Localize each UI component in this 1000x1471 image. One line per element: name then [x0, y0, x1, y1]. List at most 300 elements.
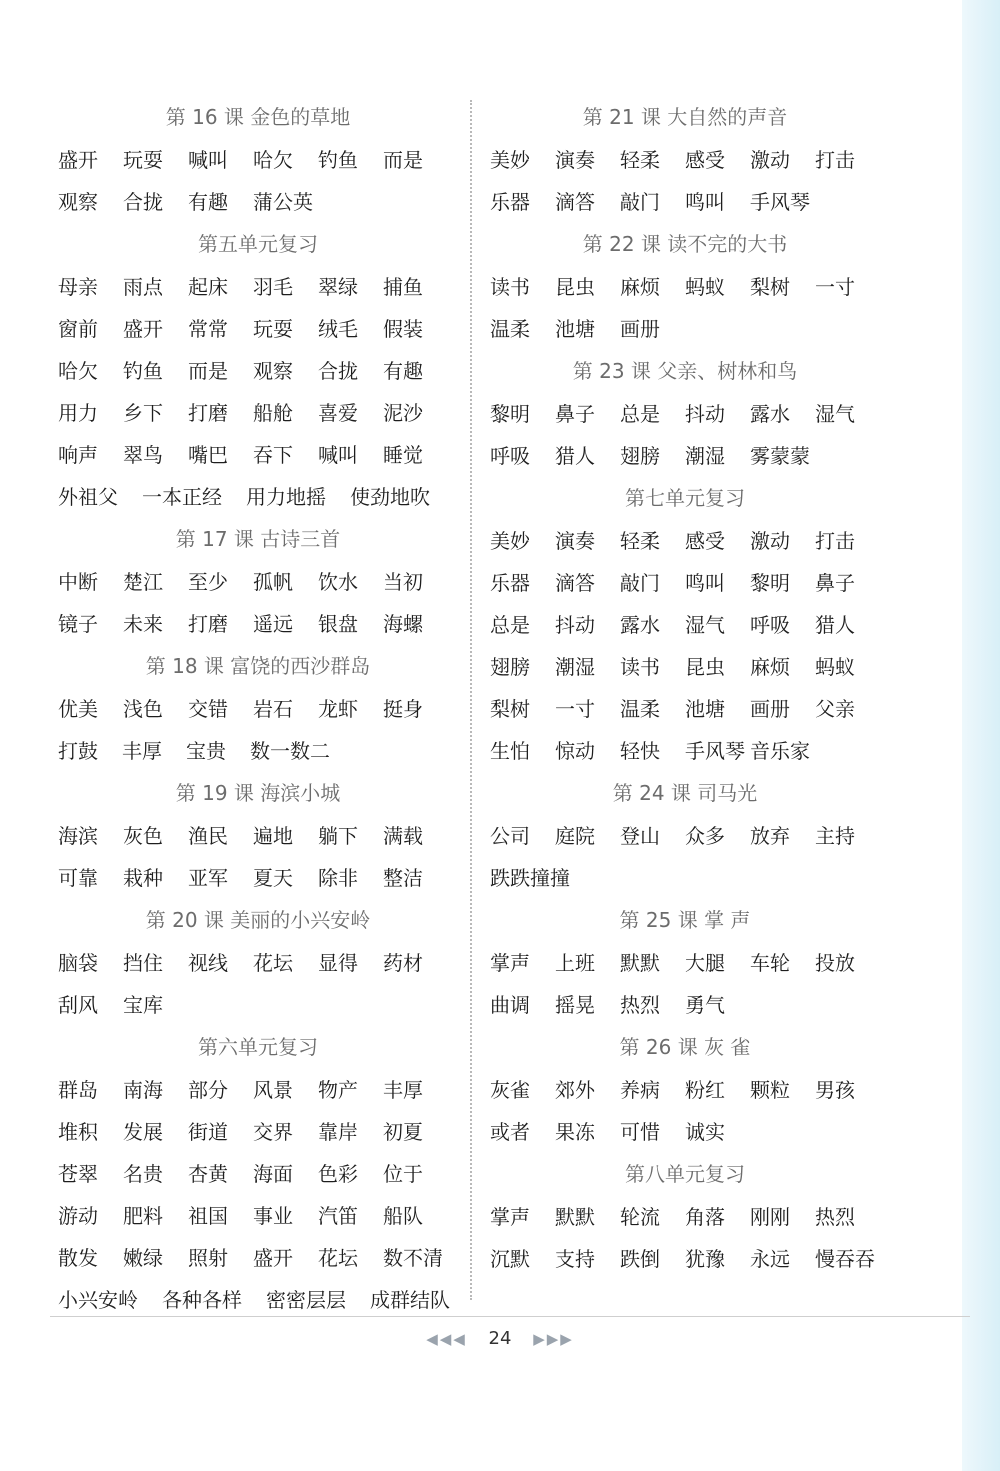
vocab-word: 优美 [58, 697, 98, 721]
vocab-word: 满载 [383, 824, 423, 848]
vocab-word: 蚂蚁 [815, 655, 855, 679]
lesson-heading: 第 24 课 司马光 [612, 781, 758, 805]
lesson-section [58, 223, 458, 518]
vocab-word: 小兴安岭 [58, 1288, 138, 1312]
lesson-section [490, 1026, 880, 1153]
vocab-word: 画册 [620, 317, 660, 341]
vocab-word: 使劲地吹 [350, 485, 430, 509]
lesson-heading: 第 26 课 灰 雀 [619, 1035, 751, 1059]
vocab-word: 盛开 [253, 1246, 293, 1270]
vocab-word: 惊动 [555, 739, 595, 763]
word-row [490, 730, 880, 772]
vocab-word: 假装 [383, 317, 423, 341]
lesson-heading: 第 25 课 掌 声 [619, 908, 751, 932]
vocab-word: 潮湿 [555, 655, 595, 679]
word-row [58, 392, 458, 434]
vocab-word: 事业 [253, 1204, 293, 1228]
vocab-word: 显得 [318, 951, 358, 975]
vocab-word: 靠岸 [318, 1120, 358, 1144]
vocab-word: 祖国 [188, 1204, 228, 1228]
vocab-word: 孤帆 [253, 570, 293, 594]
vocab-word: 杏黄 [188, 1162, 228, 1186]
vocab-word: 滴答 [555, 190, 595, 214]
vocab-word: 昆虫 [555, 275, 595, 299]
vocab-word: 睡觉 [383, 443, 423, 467]
vocab-word: 雨点 [123, 275, 163, 299]
vocab-word: 发展 [123, 1120, 163, 1144]
vocab-word: 整洁 [383, 866, 423, 890]
next-arrows-icon: ▶▶▶ [533, 1330, 574, 1348]
word-row [490, 815, 880, 857]
vocab-word: 众多 [685, 824, 725, 848]
vocab-word: 鸣叫 [685, 571, 725, 595]
vocab-word: 梨树 [750, 275, 790, 299]
vocab-word: 船队 [383, 1204, 423, 1228]
vocab-word: 鸣叫 [685, 190, 725, 214]
lesson-heading: 第 16 课 金色的草地 [165, 105, 351, 129]
vocab-word: 默默 [555, 1205, 595, 1229]
vocab-word: 乐器 [490, 571, 530, 595]
vocab-word: 总是 [620, 402, 660, 426]
page-edge-strip [962, 0, 1000, 1471]
vocab-word: 窗前 [58, 317, 98, 341]
vocab-word: 岩石 [253, 697, 293, 721]
vocab-word: 花坛 [318, 1246, 358, 1270]
vocab-word: 哈欠 [253, 148, 293, 172]
vocab-word: 打击 [815, 529, 855, 553]
vocab-word: 玩耍 [123, 148, 163, 172]
vocab-word: 丰厚 [122, 739, 162, 763]
word-row [490, 393, 880, 435]
word-row [58, 266, 458, 308]
vocab-word: 雾蒙蒙 [750, 444, 810, 468]
vocab-word: 可惜 [620, 1120, 660, 1144]
vocab-word: 敲门 [620, 571, 660, 595]
vocab-word: 慢吞吞 [815, 1247, 875, 1271]
vocab-word: 打击 [815, 148, 855, 172]
vocab-word: 池塘 [685, 697, 725, 721]
vocab-word: 钓鱼 [318, 148, 358, 172]
vocab-word: 公司 [490, 824, 530, 848]
vocab-word: 名贵 [123, 1162, 163, 1186]
vocab-word: 亚军 [188, 866, 228, 890]
vocab-word: 遥远 [253, 612, 293, 636]
vocab-word: 翠鸟 [123, 443, 163, 467]
vocab-word: 庭院 [555, 824, 595, 848]
vocab-word: 轮流 [620, 1205, 660, 1229]
vocab-word: 手风琴 [750, 190, 810, 214]
lesson-heading: 第六单元复习 [198, 1035, 318, 1059]
vocab-word: 麻烦 [750, 655, 790, 679]
vocab-word: 生怕 [490, 739, 530, 763]
vocab-word: 潮湿 [685, 444, 725, 468]
lesson-section [490, 350, 880, 477]
vocab-word: 读书 [490, 275, 530, 299]
vocab-word: 嘴巴 [188, 443, 228, 467]
vocab-word: 总是 [490, 613, 530, 637]
word-row [490, 520, 880, 562]
lesson-section [490, 772, 880, 899]
vocab-word: 哈欠 [58, 359, 98, 383]
vocab-word: 音乐家 [750, 739, 810, 763]
vocab-word: 轻柔 [620, 529, 660, 553]
vocab-word: 梨树 [490, 697, 530, 721]
word-row [490, 266, 880, 308]
word-row [58, 984, 458, 1026]
vocab-word: 可靠 [58, 866, 98, 890]
vocab-word: 登山 [620, 824, 660, 848]
word-row [58, 350, 458, 392]
vocab-word: 打鼓 [58, 739, 98, 763]
word-row [490, 857, 880, 899]
word-row [490, 1111, 880, 1153]
vocab-word: 或者 [490, 1120, 530, 1144]
word-row [58, 181, 458, 223]
vocab-word: 用力 [58, 401, 98, 425]
word-row [490, 562, 880, 604]
vocab-word: 视线 [188, 951, 228, 975]
vocab-word: 掌声 [490, 951, 530, 975]
vocab-word: 黎明 [750, 571, 790, 595]
vocab-word: 而是 [188, 359, 228, 383]
vocab-word: 挺身 [383, 697, 423, 721]
vocab-word: 车轮 [750, 951, 790, 975]
vocab-word: 抖动 [685, 402, 725, 426]
word-row [58, 434, 458, 476]
vocab-word: 热烈 [620, 993, 660, 1017]
vocab-word: 美妙 [490, 148, 530, 172]
word-row [58, 308, 458, 350]
vocab-word: 掌声 [490, 1205, 530, 1229]
vocab-word: 嫩绿 [123, 1246, 163, 1270]
vocab-word: 部分 [188, 1078, 228, 1102]
lesson-section [58, 772, 458, 899]
lesson-section [58, 518, 458, 645]
vocab-word: 至少 [188, 570, 228, 594]
vocab-word: 外祖父 [58, 485, 118, 509]
left-column [58, 96, 458, 1321]
vocab-word: 敲门 [620, 190, 660, 214]
vocab-word: 各种各样 [162, 1288, 242, 1312]
lesson-heading: 第七单元复习 [625, 486, 745, 510]
vocab-word: 当初 [383, 570, 423, 594]
vocab-word: 投放 [815, 951, 855, 975]
vocab-word: 颗粒 [750, 1078, 790, 1102]
vocab-word: 遍地 [253, 824, 293, 848]
vocab-word: 鼻子 [555, 402, 595, 426]
vocab-word: 龙虾 [318, 697, 358, 721]
vocab-word: 宝贵 [186, 739, 226, 763]
vocab-word: 轻柔 [620, 148, 660, 172]
lesson-section [490, 899, 880, 1026]
lesson-section [58, 645, 458, 772]
vocab-word: 蒲公英 [253, 190, 313, 214]
word-row [490, 1238, 880, 1280]
vocab-word: 照射 [188, 1246, 228, 1270]
page-number: 24 [488, 1328, 512, 1349]
vocab-word: 盛开 [58, 148, 98, 172]
vocab-word: 花坛 [253, 951, 293, 975]
vocab-word: 合拢 [318, 359, 358, 383]
vocab-word: 船舱 [253, 401, 293, 425]
prev-arrows-icon: ◀◀◀ [426, 1330, 467, 1348]
vocab-word: 演奏 [555, 529, 595, 553]
vocab-word: 画册 [750, 697, 790, 721]
word-row [490, 646, 880, 688]
word-row [58, 1195, 458, 1237]
right-column [490, 96, 880, 1280]
vocab-word: 感受 [685, 148, 725, 172]
vocab-word: 打磨 [188, 401, 228, 425]
vocab-word: 跌跌撞撞 [490, 866, 570, 890]
vocab-word: 男孩 [815, 1078, 855, 1102]
word-row [490, 1069, 880, 1111]
word-row [490, 604, 880, 646]
vocab-word: 物产 [318, 1078, 358, 1102]
lesson-heading: 第 22 课 读不完的大书 [582, 232, 788, 256]
vocab-word: 镜子 [58, 612, 98, 636]
vocab-word: 麻烦 [620, 275, 660, 299]
vocab-word: 渔民 [188, 824, 228, 848]
vocab-word: 刚刚 [750, 1205, 790, 1229]
vocab-word: 乐器 [490, 190, 530, 214]
vocab-word: 散发 [58, 1246, 98, 1270]
vocab-word: 喊叫 [188, 148, 228, 172]
word-row [58, 1153, 458, 1195]
word-row [490, 435, 880, 477]
vocab-word: 色彩 [318, 1162, 358, 1186]
vocab-word: 绒毛 [318, 317, 358, 341]
vocab-word: 温柔 [490, 317, 530, 341]
vocab-word: 密密层层 [266, 1288, 346, 1312]
vocab-word: 用力地摇 [246, 485, 326, 509]
vocab-word: 粉红 [685, 1078, 725, 1102]
vocab-word: 栽种 [123, 866, 163, 890]
vocab-word: 翅膀 [490, 655, 530, 679]
vocab-word: 美妙 [490, 529, 530, 553]
word-row [490, 308, 880, 350]
lesson-heading: 第五单元复习 [198, 232, 318, 256]
vocab-word: 躺下 [318, 824, 358, 848]
vocab-word: 养病 [620, 1078, 660, 1102]
vocab-word: 楚江 [123, 570, 163, 594]
vocab-word: 跌倒 [620, 1247, 660, 1271]
vocab-word: 诚实 [685, 1120, 725, 1144]
vocab-word: 勇气 [685, 993, 725, 1017]
vocab-word: 海螺 [383, 612, 423, 636]
word-row [490, 984, 880, 1026]
vocab-word: 海滨 [58, 824, 98, 848]
vocab-word: 一本正经 [142, 485, 222, 509]
vocab-word: 湿气 [685, 613, 725, 637]
vocab-word: 观察 [58, 190, 98, 214]
vocab-word: 猎人 [815, 613, 855, 637]
lesson-section [490, 223, 880, 350]
lesson-heading: 第 20 课 美丽的小兴安岭 [145, 908, 371, 932]
vocab-word: 夏天 [253, 866, 293, 890]
vocab-word: 演奏 [555, 148, 595, 172]
lesson-heading: 第 23 课 父亲、树林和鸟 [572, 359, 798, 383]
vocab-word: 乡下 [123, 401, 163, 425]
vocab-word: 泥沙 [383, 401, 423, 425]
vocab-word: 轻快 [620, 739, 660, 763]
vocab-word: 温柔 [620, 697, 660, 721]
vocab-word: 激动 [750, 148, 790, 172]
vocab-word: 常常 [188, 317, 228, 341]
vocab-word: 街道 [188, 1120, 228, 1144]
vocab-word: 群岛 [58, 1078, 98, 1102]
lesson-section [490, 96, 880, 223]
vocab-word: 露水 [620, 613, 660, 637]
lesson-section [490, 1153, 880, 1280]
vocab-word: 位于 [383, 1162, 423, 1186]
word-row [58, 1237, 458, 1279]
vocab-word: 曲调 [490, 993, 530, 1017]
vocab-word: 主持 [815, 824, 855, 848]
vocab-word: 猎人 [555, 444, 595, 468]
vocab-word: 激动 [750, 529, 790, 553]
vocab-word: 风景 [253, 1078, 293, 1102]
vocab-word: 蚂蚁 [685, 275, 725, 299]
lesson-heading: 第 19 课 海滨小城 [175, 781, 341, 805]
vocab-word: 药材 [383, 951, 423, 975]
vocab-word: 捕鱼 [383, 275, 423, 299]
vocab-word: 响声 [58, 443, 98, 467]
vocab-word: 一寸 [815, 275, 855, 299]
vocab-word: 钓鱼 [123, 359, 163, 383]
vocab-word: 摇晃 [555, 993, 595, 1017]
vocab-word: 丰厚 [383, 1078, 423, 1102]
vocab-word: 角落 [685, 1205, 725, 1229]
word-row [490, 1196, 880, 1238]
word-row [490, 181, 880, 223]
word-row [58, 1279, 458, 1321]
vocab-word: 肥料 [123, 1204, 163, 1228]
vocab-word: 父亲 [815, 697, 855, 721]
word-row [58, 603, 458, 645]
vocab-word: 果冻 [555, 1120, 595, 1144]
word-row [58, 139, 458, 181]
vocab-word: 游动 [58, 1204, 98, 1228]
vocab-word: 刮风 [58, 993, 98, 1017]
vocab-word: 羽毛 [253, 275, 293, 299]
vocab-word: 起床 [188, 275, 228, 299]
word-row [58, 561, 458, 603]
vocab-word: 南海 [123, 1078, 163, 1102]
vocab-word: 翠绿 [318, 275, 358, 299]
vocab-word: 湿气 [815, 402, 855, 426]
vocab-word: 母亲 [58, 275, 98, 299]
vocab-word: 露水 [750, 402, 790, 426]
page-footer [400, 1328, 600, 1349]
word-row [58, 857, 458, 899]
vocab-word: 喜爱 [318, 401, 358, 425]
vocab-word: 灰雀 [490, 1078, 530, 1102]
vocab-word: 成群结队 [370, 1288, 450, 1312]
lesson-section [58, 1026, 458, 1321]
vocab-word: 呼吸 [750, 613, 790, 637]
vocab-word: 鼻子 [815, 571, 855, 595]
vocab-word: 喊叫 [318, 443, 358, 467]
vocab-word: 中断 [58, 570, 98, 594]
vocab-word: 汽笛 [318, 1204, 358, 1228]
word-row [58, 1111, 458, 1153]
lesson-section [490, 477, 880, 772]
vocab-word: 沉默 [490, 1247, 530, 1271]
vocab-word: 手风琴 [685, 739, 745, 763]
vocab-word: 苍翠 [58, 1162, 98, 1186]
lesson-heading: 第 18 课 富饶的西沙群岛 [145, 654, 371, 678]
vocab-word: 打磨 [188, 612, 228, 636]
word-row [58, 942, 458, 984]
word-row [58, 476, 458, 518]
vocab-word: 未来 [123, 612, 163, 636]
vocab-word: 数一数二 [250, 739, 330, 763]
vocab-word: 灰色 [123, 824, 163, 848]
vocab-word: 数不清 [383, 1246, 443, 1270]
vocab-word: 脑袋 [58, 951, 98, 975]
vocab-word: 支持 [555, 1247, 595, 1271]
vocab-word: 感受 [685, 529, 725, 553]
vocab-word: 宝库 [123, 993, 163, 1017]
vocab-word: 有趣 [383, 359, 423, 383]
vocab-word: 合拢 [123, 190, 163, 214]
word-row [58, 730, 458, 772]
word-row [490, 139, 880, 181]
vocab-word: 犹豫 [685, 1247, 725, 1271]
vocab-word: 饮水 [318, 570, 358, 594]
word-row [490, 942, 880, 984]
vocab-word: 上班 [555, 951, 595, 975]
lesson-heading: 第 17 课 古诗三首 [175, 527, 341, 551]
vocab-word: 抖动 [555, 613, 595, 637]
vocab-word: 郊外 [555, 1078, 595, 1102]
word-row [490, 688, 880, 730]
word-row [58, 1069, 458, 1111]
vocab-word: 吞下 [253, 443, 293, 467]
vocab-word: 除非 [318, 866, 358, 890]
vocab-word: 翅膀 [620, 444, 660, 468]
vocab-word: 滴答 [555, 571, 595, 595]
vocab-word: 一寸 [555, 697, 595, 721]
vocab-word: 黎明 [490, 402, 530, 426]
vocab-word: 交错 [188, 697, 228, 721]
vocab-word: 热烈 [815, 1205, 855, 1229]
vocab-word: 有趣 [188, 190, 228, 214]
lesson-heading: 第 21 课 大自然的声音 [582, 105, 788, 129]
vocab-word: 呼吸 [490, 444, 530, 468]
footer-rule [50, 1316, 970, 1317]
vocab-word: 默默 [620, 951, 660, 975]
vocab-word: 玩耍 [253, 317, 293, 341]
column-divider [470, 100, 472, 1300]
vocab-word: 大腿 [685, 951, 725, 975]
word-row [58, 688, 458, 730]
vocab-word: 池塘 [555, 317, 595, 341]
vocab-word: 放弃 [750, 824, 790, 848]
lesson-section [58, 899, 458, 1026]
vocab-word: 银盘 [318, 612, 358, 636]
vocab-word: 海面 [253, 1162, 293, 1186]
vocab-word: 交界 [253, 1120, 293, 1144]
vocab-word: 观察 [253, 359, 293, 383]
vocab-word: 永远 [750, 1247, 790, 1271]
vocab-word: 昆虫 [685, 655, 725, 679]
vocab-word: 浅色 [123, 697, 163, 721]
vocab-word: 挡住 [123, 951, 163, 975]
vocab-word: 读书 [620, 655, 660, 679]
vocab-word: 堆积 [58, 1120, 98, 1144]
